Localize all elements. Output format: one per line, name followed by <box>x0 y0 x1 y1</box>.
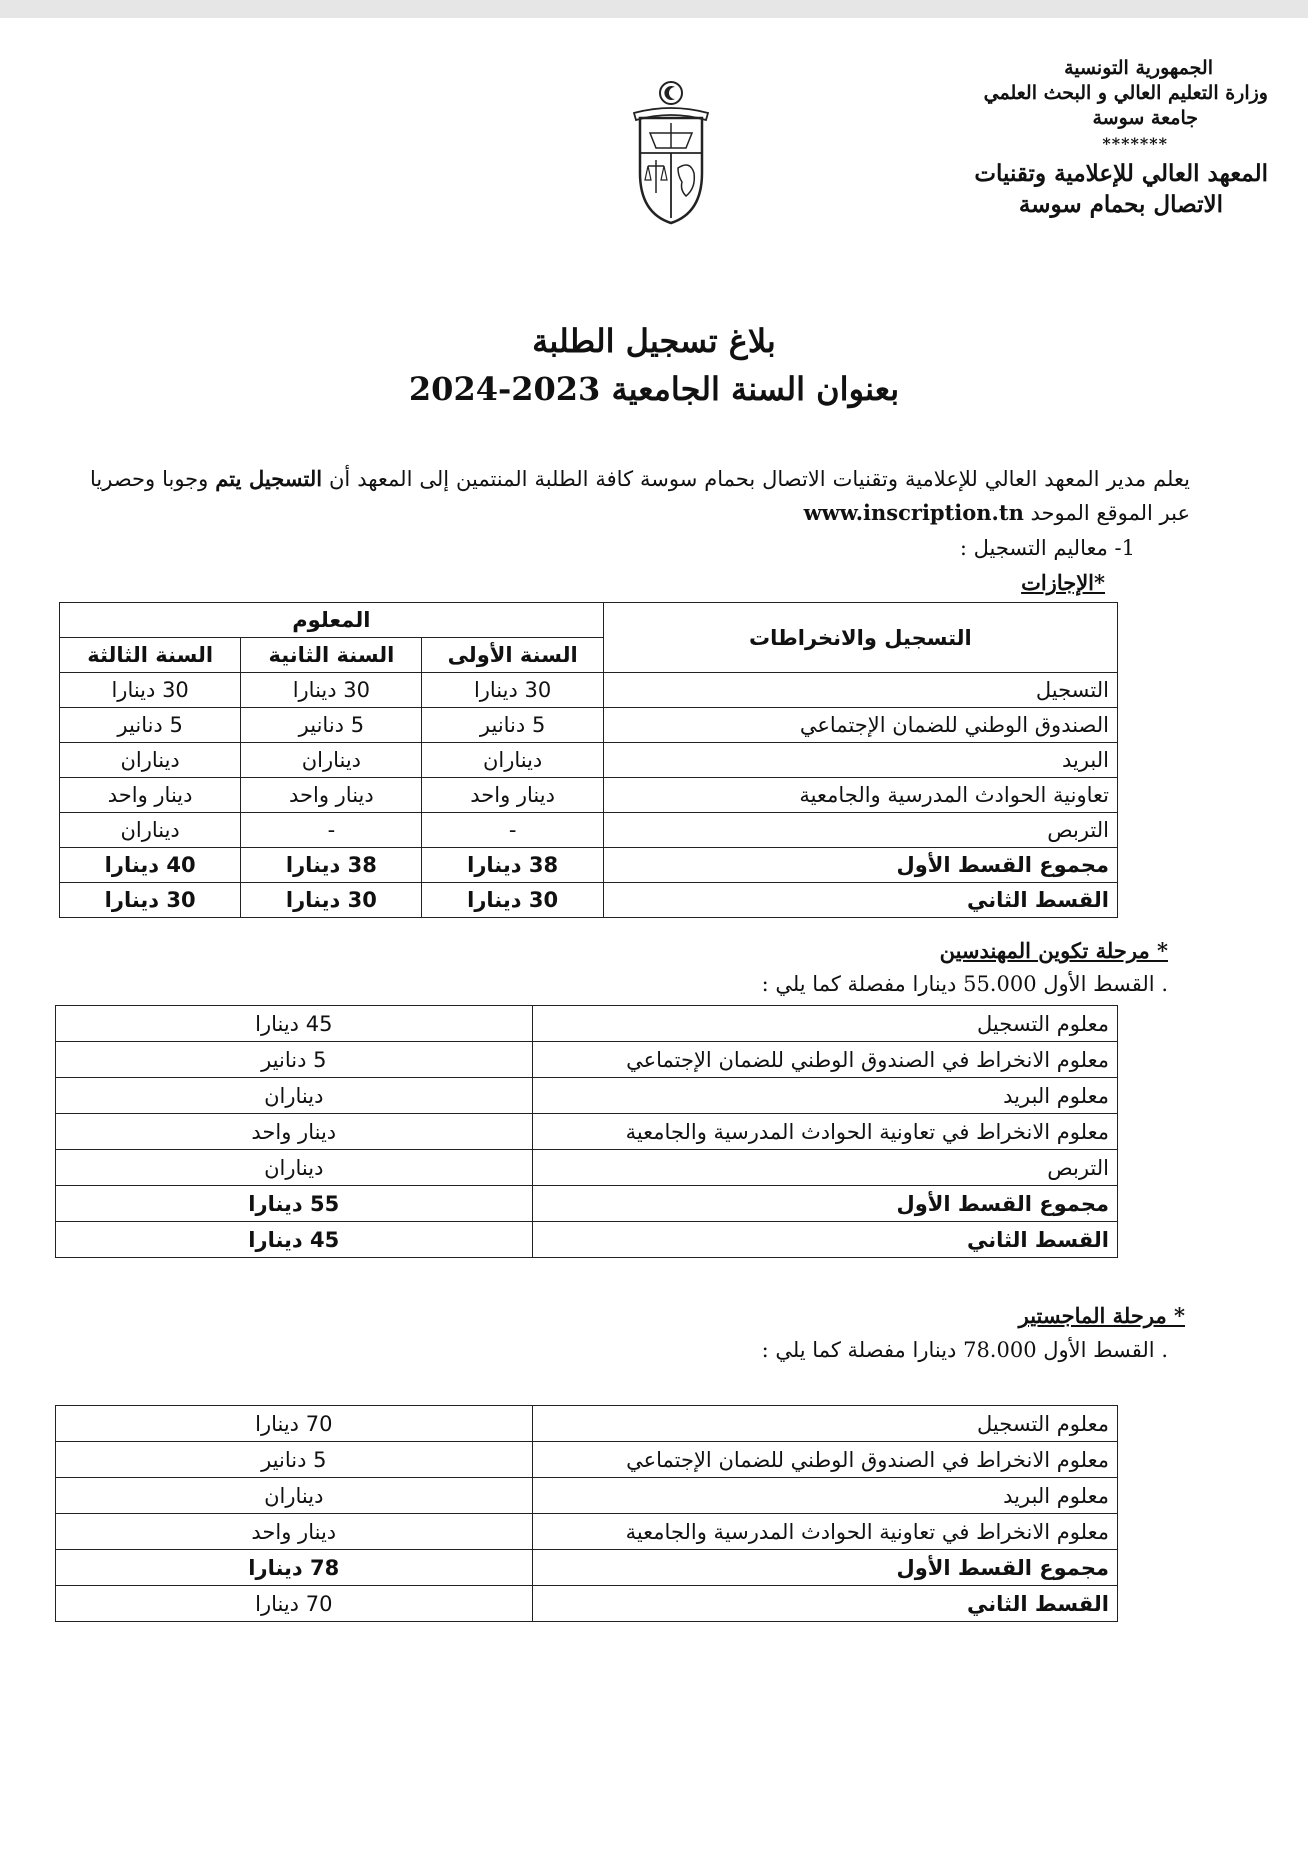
table-row <box>60 778 1118 813</box>
cell-value: 30 دينارا <box>60 883 241 918</box>
academic-year-title: بعنوان السنة الجامعية 2023-2024 <box>408 370 900 408</box>
total-first-installment-row <box>56 1186 1118 1222</box>
row-label: الصندوق الوطني للضمان الإجتماعي <box>603 708 1117 743</box>
row-label: معلوم التسجيل <box>532 1406 1117 1442</box>
row-label: التربص <box>532 1150 1117 1186</box>
row-label: معلوم البريد <box>532 1078 1117 1114</box>
cell-value: - <box>241 813 422 848</box>
row-label: مجموع القسط الأول <box>603 848 1117 883</box>
table-row <box>56 1078 1118 1114</box>
cell-value: 30 دينارا <box>422 673 603 708</box>
cell-value: 30 دينارا <box>241 883 422 918</box>
row-label: القسط الثاني <box>532 1586 1117 1622</box>
master-fees-table <box>55 1405 1118 1622</box>
second-installment-row <box>56 1222 1118 1258</box>
cell-value: 38 دينارا <box>422 848 603 883</box>
institute-line-1: المعهد العالي للإعلامية وتقنيات <box>974 160 1268 187</box>
intro-text-2: وجوبا وحصريا عبر الموقع الموحد <box>90 467 1190 525</box>
second-installment-row <box>56 1586 1118 1622</box>
notice-title: بلاغ تسجيل الطلبة <box>532 322 776 360</box>
ministry-line: وزارة التعليم العالي و البحث العلمي <box>983 82 1268 104</box>
university-line: جامعة سوسة <box>1092 107 1198 129</box>
cell-value: دينار واحد <box>60 778 241 813</box>
cell-value: دينار واحد <box>56 1114 533 1150</box>
cell-value: 55 دينارا <box>56 1186 533 1222</box>
engineers-subtitle: . القسط الأول 55.000 دينارا مفصلة كما يلي : <box>761 972 1168 996</box>
cell-value: 30 دينارا <box>422 883 603 918</box>
row-label: مجموع القسط الأول <box>532 1550 1117 1586</box>
cell-value: 5 دنانير <box>422 708 603 743</box>
row-label: معلوم الانخراط في الصندوق الوطني للضمان الإجتماعي <box>532 1042 1117 1078</box>
cell-value: 5 دنانير <box>56 1042 533 1078</box>
row-label: معلوم الانخراط في تعاونية الحوادث المدرسية والجامعية <box>532 1514 1117 1550</box>
table-row <box>60 708 1118 743</box>
cell-value: 70 دينارا <box>56 1586 533 1622</box>
cell-value: دينار واحد <box>241 778 422 813</box>
table-row <box>56 1514 1118 1550</box>
engineers-heading: * مرحلة تكوين المهندسين <box>939 938 1168 963</box>
engineers-fees-table <box>55 1005 1118 1258</box>
master-subtitle: . القسط الأول 78.000 دينارا مفصلة كما يلي : <box>761 1338 1168 1362</box>
cell-value: 30 دينارا <box>60 673 241 708</box>
row-label: معلوم البريد <box>532 1478 1117 1514</box>
cell-value: 40 دينارا <box>60 848 241 883</box>
fee-group-header: المعلوم <box>60 603 604 638</box>
cell-value: 70 دينارا <box>56 1406 533 1442</box>
year-3-header: السنة الثالثة <box>60 638 241 673</box>
stars-separator: ******* <box>1102 134 1168 153</box>
cell-value: ديناران <box>56 1478 533 1514</box>
row-label: القسط الثاني <box>532 1222 1117 1258</box>
cell-value: دينار واحد <box>422 778 603 813</box>
licence-fees-table <box>59 602 1118 918</box>
cell-value: ديناران <box>60 813 241 848</box>
cell-value: 5 دنانير <box>56 1442 533 1478</box>
second-installment-row <box>60 883 1118 918</box>
cell-value: ديناران <box>56 1078 533 1114</box>
year-2-header: السنة الثانية <box>241 638 422 673</box>
master-heading: * مرحلة الماجستير <box>1018 1303 1185 1328</box>
table-row <box>56 1006 1118 1042</box>
table-row <box>60 673 1118 708</box>
table-row <box>60 813 1118 848</box>
cell-value: ديناران <box>241 743 422 778</box>
cell-value: ديناران <box>60 743 241 778</box>
inscription-website-link[interactable]: www.inscription.tn <box>803 500 1024 525</box>
row-label: القسط الثاني <box>603 883 1117 918</box>
letterhead <box>908 56 1268 220</box>
cell-value: 45 دينارا <box>56 1222 533 1258</box>
table-row <box>56 1478 1118 1514</box>
cell-value: - <box>422 813 603 848</box>
intro-paragraph <box>90 462 1190 530</box>
institute-line-2: الاتصال بحمام سوسة <box>1018 191 1223 218</box>
table-row <box>56 1442 1118 1478</box>
row-label: البريد <box>603 743 1117 778</box>
cell-value: 5 دنانير <box>241 708 422 743</box>
licence-heading: *الإجازات <box>1021 570 1105 595</box>
top-margin-bar <box>0 0 1308 18</box>
section-fees-heading: 1- معاليم التسجيل : <box>959 536 1135 560</box>
table-row <box>56 1114 1118 1150</box>
row-label: مجموع القسط الأول <box>532 1186 1117 1222</box>
total-first-installment-row <box>56 1550 1118 1586</box>
row-label: التسجيل <box>603 673 1117 708</box>
intro-bold: التسجيل يتم <box>215 466 323 491</box>
cell-value: 38 دينارا <box>241 848 422 883</box>
cell-value: 45 دينارا <box>56 1006 533 1042</box>
cell-value: دينار واحد <box>56 1514 533 1550</box>
row-label: معلوم الانخراط في الصندوق الوطني للضمان الإجتماعي <box>532 1442 1117 1478</box>
cell-value: 5 دنانير <box>60 708 241 743</box>
table-row <box>56 1150 1118 1186</box>
table-row <box>56 1406 1118 1442</box>
cell-value: 78 دينارا <box>56 1550 533 1586</box>
republic-line: الجمهورية التونسية <box>1064 57 1213 79</box>
cell-value: ديناران <box>56 1150 533 1186</box>
cell-value: 30 دينارا <box>241 673 422 708</box>
year-1-header: السنة الأولى <box>422 638 603 673</box>
row-label: تعاونية الحوادث المدرسية والجامعية <box>603 778 1117 813</box>
total-first-installment-row <box>60 848 1118 883</box>
registration-column-header: التسجيل والانخراطات <box>603 603 1117 673</box>
cell-value: ديناران <box>422 743 603 778</box>
row-label: التربص <box>603 813 1117 848</box>
row-label: معلوم التسجيل <box>532 1006 1117 1042</box>
table-row <box>60 743 1118 778</box>
row-label: معلوم الانخراط في تعاونية الحوادث المدرسية والجامعية <box>532 1114 1117 1150</box>
intro-text-1: يعلم مدير المعهد العالي للإعلامية وتقنيات الاتصال بحمام سوسة كافة الطلبة المنتمين إلى المعهد أن <box>322 467 1190 491</box>
table-row <box>56 1042 1118 1078</box>
tunisia-coat-of-arms-icon <box>628 78 714 228</box>
